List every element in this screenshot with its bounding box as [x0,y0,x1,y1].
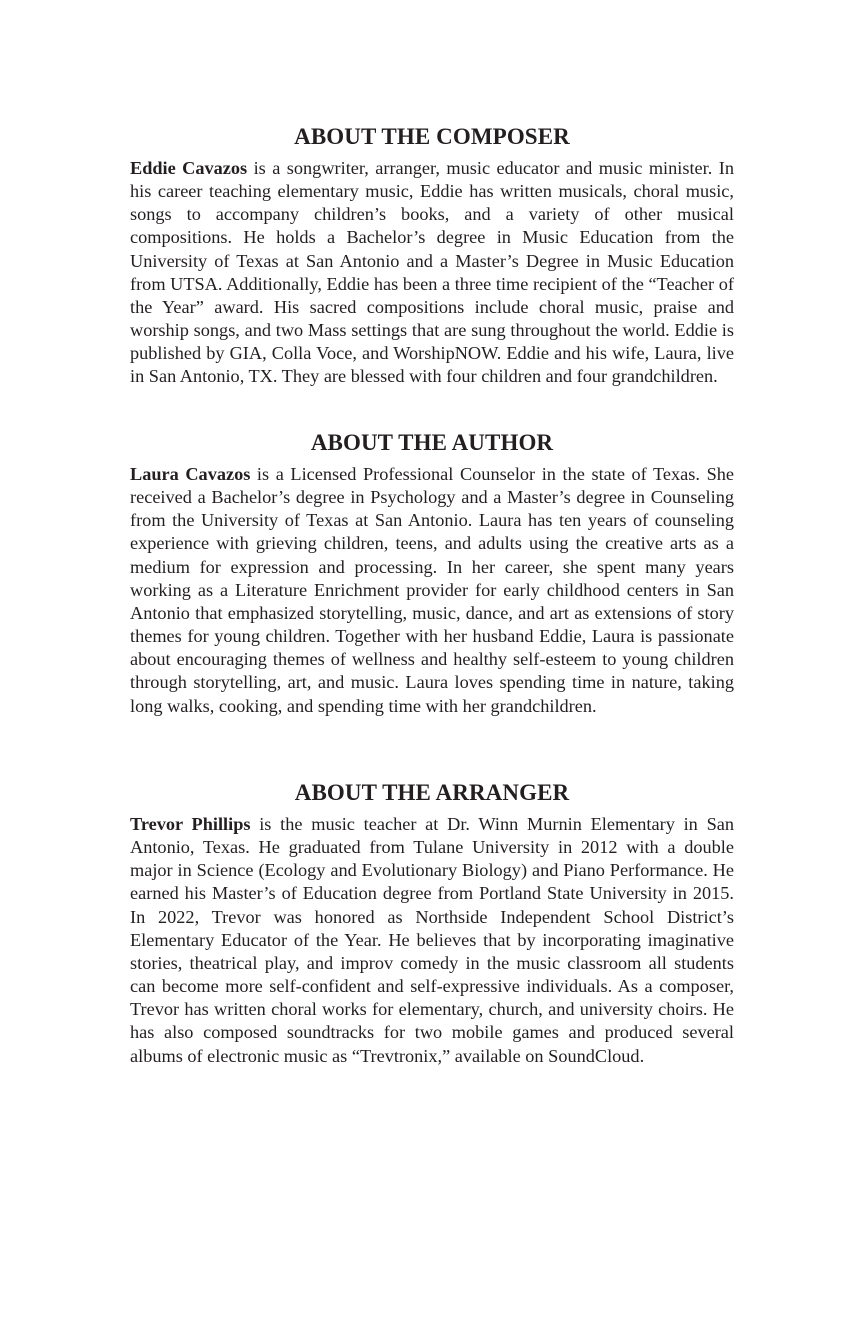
author-name: Laura Cavazos [130,464,251,484]
author-bio-paragraph [130,463,734,718]
composer-section [130,123,734,389]
author-heading: ABOUT THE AUTHOR [310,430,554,455]
composer-bio-paragraph [130,157,734,389]
composer-name: Eddie Cavazos [130,158,248,178]
author-section [130,429,734,718]
arranger-bio-paragraph [130,813,734,1068]
composer-heading: ABOUT THE COMPOSER [294,124,570,149]
arranger-heading: ABOUT THE ARRANGER [294,780,570,805]
arranger-bio-text: is the music teacher at Dr. Winn Murnin Elementary in San Antonio, Texas. He graduated from Tulane University in 2012 with a double major in Science (Ecology and Evolutionary Biology) and Piano Performance. He earned his Master’s of Education degree from Portland State University in 2015. In 2022, Trevor was honored as Northside Independent School District’s Elementary Educator of the Year. He believes that by incorporating imaginative stories, theatrical play, and improv comedy in the music classroom all students can become more self-confident and self-expressive individuals. As a composer, Trevor has written choral works for elementary, church, and university choirs. He has also composed soundtracks for two mobile games and produced several albums of electronic music as “Trevtronix,” available on SoundCloud. [130,814,734,1066]
author-bio-text: is a Licensed Professional Counselor in the state of Texas. She received a Bachelor’s degree in Psychology and a Master’s degree in Counseling from the University of Texas at San Antonio. Laura has ten years of counseling experience with grieving children, teens, and adults using the creative arts as a medium for expression and processing. In her career, she spent many years working as a Literature Enrichment provider for early childhood centers in San Antonio that emphasized storytelling, music, dance, and art as extensions of story themes for young children. Together with her husband Eddie, Laura is passionate about encouraging themes of wellness and healthy self-esteem to young children through storytelling, art, and music. Laura loves spending time in nature, taking long walks, cooking, and spending time with her grandchildren. [130,464,734,716]
composer-bio-text: is a songwriter, arranger, music educator and music minister. In his career teaching elementary music, Eddie has written musicals, choral music, songs to accompany children’s books, and a variety of other musical compositions. He holds a Bachelor’s degree in Music Education from the University of Texas at San Antonio and a Master’s Degree in Music Education from UTSA. Additionally, Eddie has been a three time recipient of the “Teacher of the Year” award. His sacred compositions include choral music, praise and worship songs, and two Mass settings that are sung throughout the world. Eddie is published by GIA, Colla Voce, and WorshipNOW. Eddie and his wife, Laura, live in San Antonio, TX. They are blessed with four children and four grandchildren. [130,158,734,387]
arranger-name: Trevor Phillips [130,814,251,834]
arranger-section [130,779,734,1068]
